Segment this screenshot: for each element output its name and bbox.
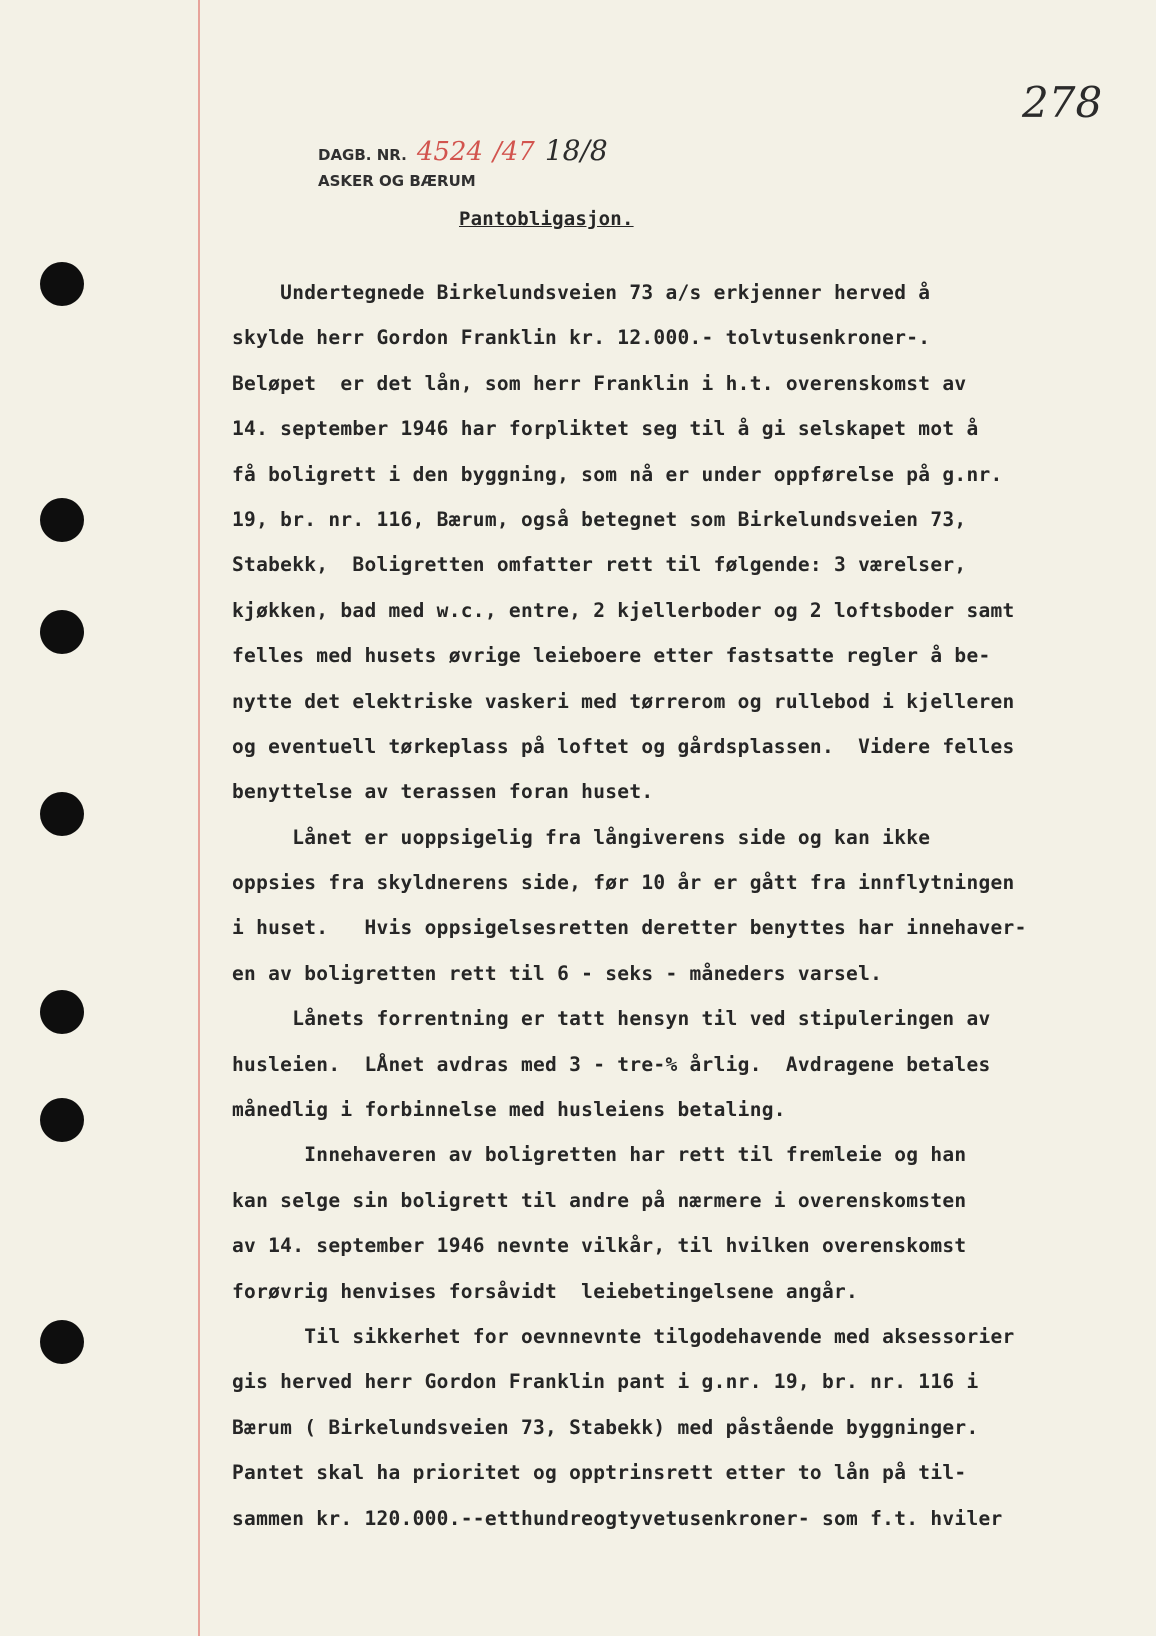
punch-hole: [40, 262, 84, 306]
text-line: skylde herr Gordon Franklin kr. 12.000.- tolvtusenkroner-.: [232, 326, 931, 350]
text-line: sammen kr. 120.000.--etthundreogtyvetusenkroner- som f.t. hviler: [232, 1506, 1003, 1530]
text-line: en av boligretten rett til 6 - seks - måneders varsel.: [232, 961, 883, 985]
punch-hole: [40, 1098, 84, 1142]
text-line: månedlig i forbinnelse med husleiens betaling.: [232, 1098, 786, 1122]
text-line: og eventuell tørkeplass på loftet og gårdsplassen. Videre felles: [232, 734, 1015, 758]
text-line: Til sikkerhet for oevnnevnte tilgodehavende med aksessorier: [232, 1324, 1015, 1348]
text-line: nytte det elektriske vaskeri med tørrerom og rullebod i kjelleren: [232, 689, 1015, 713]
text-line: Innehaveren av boligretten har rett til fremleie og han: [232, 1143, 967, 1167]
text-line: Bærum ( Birkelundsveien 73, Stabekk) med påstående byggninger.: [232, 1415, 979, 1439]
text-line: benyttelse av terassen foran huset.: [232, 780, 654, 804]
text-line: 19, br. nr. 116, Bærum, også betegnet som Birkelundsveien 73,: [232, 507, 967, 531]
text-line: Lånet er uoppsigelig fra långiverens side og kan ikke: [232, 825, 931, 849]
text-line: i huset. Hvis oppsigelsesretten deretter benyttes har innehaver-: [232, 916, 1027, 940]
punch-hole: [40, 792, 84, 836]
text-line: Beløpet er det lån, som herr Franklin i h.t. overenskomst av: [232, 371, 967, 395]
text-line: 14. september 1946 har forpliktet seg til å gi selskapet mot å: [232, 417, 979, 441]
text-line: Pantet skal ha prioritet og opptrinsrett etter to lån på til-: [232, 1461, 967, 1485]
body-text: [232, 270, 1132, 1541]
text-line: husleien. LÅnet avdras med 3 - tre-% årlig. Avdragene betales: [232, 1052, 991, 1076]
punch-hole: [40, 990, 84, 1034]
stamp-label: DAGB. NR.: [318, 146, 407, 164]
text-line: kjøkken, bad med w.c., entre, 2 kjellerboder og 2 loftsboder samt: [232, 598, 1015, 622]
text-line: felles med husets øvrige leieboere etter fastsatte regler å be-: [232, 644, 991, 668]
punch-hole: [40, 610, 84, 654]
page-number: 278: [1022, 78, 1103, 127]
punch-hole: [40, 498, 84, 542]
stamp-number: 4524: [416, 137, 483, 167]
text-line: gis herved herr Gordon Franklin pant i g.nr. 19, br. nr. 116 i: [232, 1370, 979, 1394]
punch-hole: [40, 1320, 84, 1364]
stamp-date: 18/8: [544, 134, 608, 167]
registry-stamp: [318, 134, 608, 194]
text-line: oppsies fra skyldnerens side, før 10 år er gått fra innflytningen: [232, 871, 1015, 895]
stamp-office: ASKER OG BÆRUM: [318, 172, 476, 190]
text-line: Lånets forrentning er tatt hensyn til ved stipuleringen av: [232, 1007, 991, 1031]
text-line: forøvrig henvises forsåvidt leiebetingelsene angår.: [232, 1279, 859, 1303]
stamp-number-suffix: /47: [492, 137, 535, 167]
text-line: få boligrett i den byggning, som nå er under oppførelse på g.nr.: [232, 462, 1003, 486]
text-line: av 14. september 1946 nevnte vilkår, til hvilken overenskomst: [232, 1234, 967, 1258]
text-line: Undertegnede Birkelundsveien 73 a/s erkjenner herved å: [232, 281, 931, 304]
margin-rule: [198, 0, 200, 1636]
document-title: Pantobligasjon.: [459, 208, 634, 230]
text-line: kan selge sin boligrett til andre på nærmere i overenskomsten: [232, 1188, 967, 1212]
text-line: Stabekk, Boligretten omfatter rett til følgende: 3 værelser,: [232, 553, 967, 577]
